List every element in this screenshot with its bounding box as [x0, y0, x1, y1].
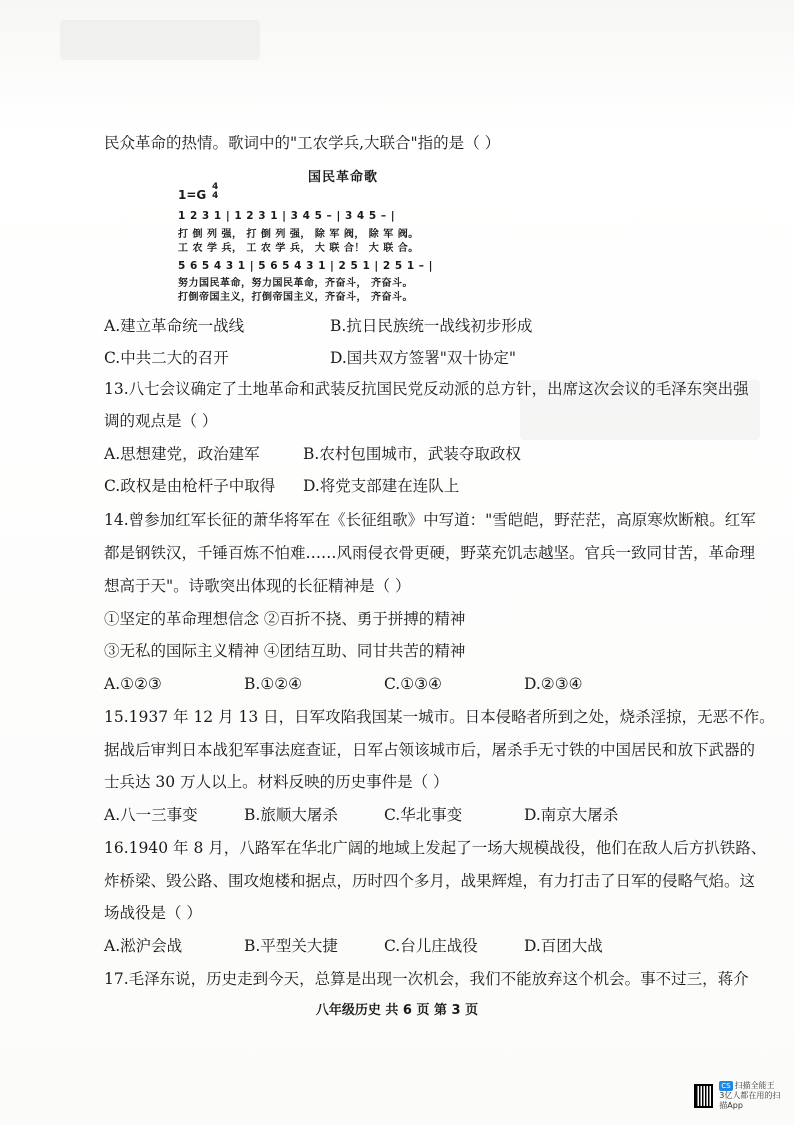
q15-stem-line3: 士兵达 30 万人以上。材料反映的历史事件是（ ） — [104, 773, 449, 791]
q15-stem-line1: 15.1937 年 12 月 13 日，日军攻陷我国某一城市。日本侵略者所到之处，烧杀淫掠，无恶不作。 — [104, 708, 775, 726]
score-time-signature — [212, 183, 218, 201]
score-row1-lyric1: 打 倒 列 强， 打 倒 列 强， 除 军 阀， 除 军 阀。 — [178, 229, 419, 240]
scanner-logo-icon: CS — [721, 1082, 731, 1090]
q14-statements-2: ③无私的国际主义精神 ④团结互助、同甘共苦的精神 — [104, 642, 466, 660]
q16-option-c: C.台儿庄战役 — [384, 937, 478, 955]
q12-option-b: B.抗日民族统一战线初步形成 — [330, 317, 533, 335]
scanner-label — [719, 1081, 784, 1111]
q15-stem-line2: 据战后审判日本战犯军事法庭查证，日军占领该城市后，屠杀手无寸铁的中国居民和放下武器的 — [104, 741, 756, 759]
q14-option-c: C.①③④ — [384, 675, 442, 693]
q15-option-b: B.旅顺大屠杀 — [244, 806, 338, 824]
time-top: 4 — [212, 182, 219, 192]
page-footer: 八年级历史 共 6 页 第 3 页 — [315, 1003, 479, 1018]
score-row2-notes: 5 6 5 4 3 1 | 5 6 5 4 3 1 | 2 5 1 | 2 5 1 – | — [178, 260, 434, 272]
music-score — [178, 166, 538, 303]
scanner-watermark — [694, 1082, 784, 1110]
score-row1-lyric2: 工 农 学 兵， 工 农 学 兵， 大 联 合！ 大 联 合。 — [178, 243, 419, 254]
q15-option-c: C.华北事变 — [384, 806, 463, 824]
q14-statements-1: ①坚定的革命理想信念 ②百折不挠、勇于拼搏的精神 — [104, 610, 466, 628]
q12-option-d: D.国共双方签署"双十协定" — [330, 349, 517, 367]
q14-option-d: D.②③④ — [524, 675, 583, 693]
q16-stem-line3: 场战役是（ ） — [104, 904, 202, 922]
score-row2-lyric2: 打倒帝国主义，打倒帝国主义，齐奋斗， 齐奋斗。 — [178, 292, 413, 303]
scanner-name: 扫描全能王 — [734, 1081, 775, 1090]
time-bottom: 4 — [212, 191, 219, 201]
q17-stem-line1: 17.毛泽东说，历史走到今天，总算是出现一次机会，我们不能放弃这个机会。事不过三，蒋介 — [104, 970, 749, 988]
score-row2-lyric1: 努力国民革命，努力国民革命，齐奋斗， 齐奋斗。 — [178, 278, 413, 289]
q14-option-a: A.①②③ — [104, 675, 162, 693]
q13-stem-line2: 调的观点是（ ） — [104, 412, 218, 430]
q13-option-a: A.思想建党，政治建军 — [104, 445, 260, 463]
q14-stem-line1: 14.曾参加红军长征的萧华将军在《长征组歌》中写道："雪皑皑，野茫茫，高原寒炊断粮。红军 — [104, 511, 756, 529]
q16-stem-line2: 炸桥梁、毁公路、围攻炮楼和据点，历时四个多月，战果辉煌，有力打击了日军的侵略气焰。这 — [104, 872, 756, 890]
q13-option-d: D.将党支部建在连队上 — [303, 477, 460, 495]
q13-option-c: C.政权是由枪杆子中取得 — [104, 477, 276, 495]
q16-stem-line1: 16.1940 年 8 月，八路军在华北广阔的地域上发起了一场大规模战役，他们在敌人后方扒铁路、 — [104, 839, 767, 857]
q14-stem-line3: 想高于天"。诗歌突出体现的长征精神是（ ） — [104, 577, 411, 595]
q16-option-a: A.淞沪会战 — [104, 937, 183, 955]
q14-stem-line2: 都是钢铁汉，千锤百炼不怕难……风雨侵衣骨更硬，野菜充饥志越坚。官兵一致同甘苦，革命理 — [104, 544, 756, 562]
score-key: 1=G — [178, 188, 207, 202]
score-row1-notes: 1 2 3 1 | 1 2 3 1 | 3 4 5 – | 3 4 5 – | — [178, 210, 396, 222]
q14-option-b: B.①②④ — [244, 675, 303, 693]
qr-code-icon — [694, 1084, 713, 1108]
score-title: 国民革命歌 — [308, 170, 379, 185]
scanner-subtitle: 3亿人都在用的扫描App — [719, 1091, 781, 1110]
q15-option-a: A.八一三事变 — [104, 806, 198, 824]
question-12-stem-end: 民众革命的热情。歌词中的"工农学兵,大联合"指的是（ ） — [104, 134, 501, 152]
q15-option-d: D.南京大屠杀 — [524, 806, 619, 824]
q13-stem-line1: 13.八七会议确定了土地革命和武装反抗国民党反动派的总方针，出席这次会议的毛泽东突出强 — [104, 380, 749, 398]
q13-option-b: B.农村包围城市，武装夺取政权 — [303, 445, 521, 463]
q12-option-a: A.建立革命统一战线 — [104, 317, 245, 335]
q16-option-d: D.百团大战 — [524, 937, 603, 955]
q12-option-c: C.中共二大的召开 — [104, 349, 229, 367]
q16-option-b: B.平型关大捷 — [244, 937, 338, 955]
scan-shadow — [60, 20, 260, 60]
